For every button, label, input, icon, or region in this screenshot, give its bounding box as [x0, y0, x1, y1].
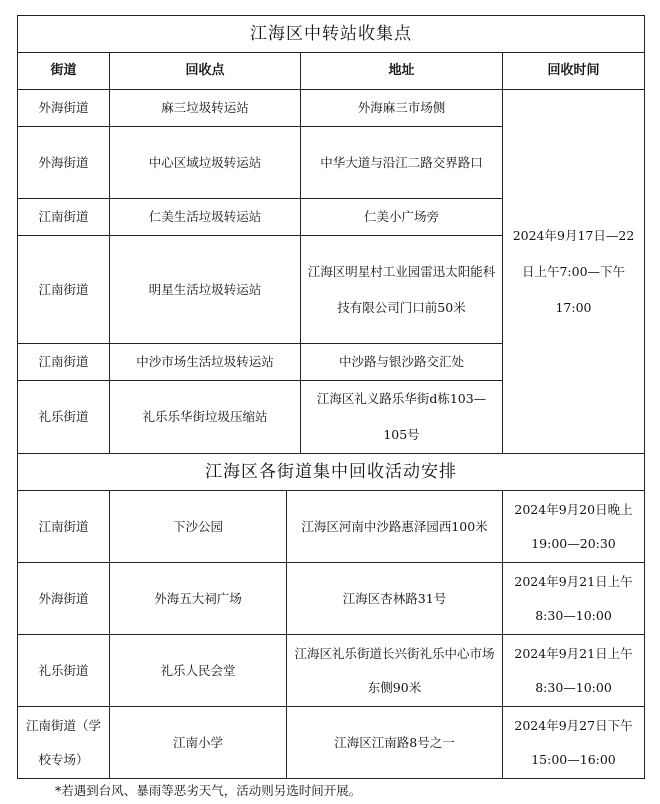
- point-cell: 下沙公园: [110, 491, 287, 563]
- street-cell: 外海街道: [18, 90, 110, 127]
- address-cell: 江海区杏林路31号: [287, 563, 503, 635]
- header-point: 回收点: [110, 53, 301, 90]
- header-street: 街道: [18, 53, 110, 90]
- document: [17, 15, 644, 779]
- table2-title: 江海区各街道集中回收活动安排: [18, 454, 645, 491]
- point-cell: 江南小学: [110, 707, 287, 779]
- address-cell: 中沙路与银沙路交汇处: [301, 344, 503, 381]
- point-cell: 明星生活垃圾转运站: [110, 236, 301, 344]
- street-cell: 礼乐街道: [18, 381, 110, 454]
- street-cell: 江南街道: [18, 491, 110, 563]
- table-row: [18, 90, 645, 127]
- point-cell: 中沙市场生活垃圾转运站: [110, 344, 301, 381]
- point-cell: 礼乐人民会堂: [110, 635, 287, 707]
- time-cell: 2024年9月21日上午8:30—10:00: [503, 635, 645, 707]
- address-cell: 江海区江南路8号之一: [287, 707, 503, 779]
- street-cell: 外海街道: [18, 127, 110, 199]
- street-cell: 江南街道: [18, 344, 110, 381]
- table1-title: 江海区中转站收集点: [18, 16, 645, 53]
- collection-time-cell: 2024年9月17日—22日上午7:00—下午17:00: [503, 90, 645, 454]
- address-cell: 江海区礼乐街道长兴街礼乐中心市场东侧90米: [287, 635, 503, 707]
- street-cell: 江南街道: [18, 199, 110, 236]
- point-cell: 仁美生活垃圾转运站: [110, 199, 301, 236]
- address-cell: 江海区河南中沙路惠泽园西100米: [287, 491, 503, 563]
- address-cell: 中华大道与沿江二路交界路口: [301, 127, 503, 199]
- time-cell: 2024年9月20日晚上19:00—20:30: [503, 491, 645, 563]
- point-cell: 外海五大祠广场: [110, 563, 287, 635]
- street-cell: 江南街道（学校专场）: [18, 707, 110, 779]
- address-cell: 仁美小广场旁: [301, 199, 503, 236]
- point-cell: 礼乐乐华街垃圾压缩站: [110, 381, 301, 454]
- table-row: [18, 491, 645, 563]
- address-cell: 外海麻三市场侧: [301, 90, 503, 127]
- table-row: [18, 635, 645, 707]
- time-cell: 2024年9月21日上午8:30—10:00: [503, 563, 645, 635]
- street-cell: 外海街道: [18, 563, 110, 635]
- weather-note: *若遇到台风、暴雨等恶劣天气，活动则另选时间开展。: [55, 783, 362, 798]
- point-cell: 麻三垃圾转运站: [110, 90, 301, 127]
- header-time: 回收时间: [503, 53, 645, 90]
- street-cell: 礼乐街道: [18, 635, 110, 707]
- street-cell: 江南街道: [18, 236, 110, 344]
- table-row: [18, 563, 645, 635]
- transfer-station-table: [17, 15, 645, 454]
- address-cell: 江海区明星村工业园雷迅太阳能科技有限公司门口前50米: [301, 236, 503, 344]
- address-cell: 江海区礼义路乐华街d栋103—105号: [301, 381, 503, 454]
- time-cell: 2024年9月27日下午15:00—16:00: [503, 707, 645, 779]
- header-address: 地址: [301, 53, 503, 90]
- table-row: [18, 707, 645, 779]
- collection-events-table: [17, 453, 645, 779]
- point-cell: 中心区域垃圾转运站: [110, 127, 301, 199]
